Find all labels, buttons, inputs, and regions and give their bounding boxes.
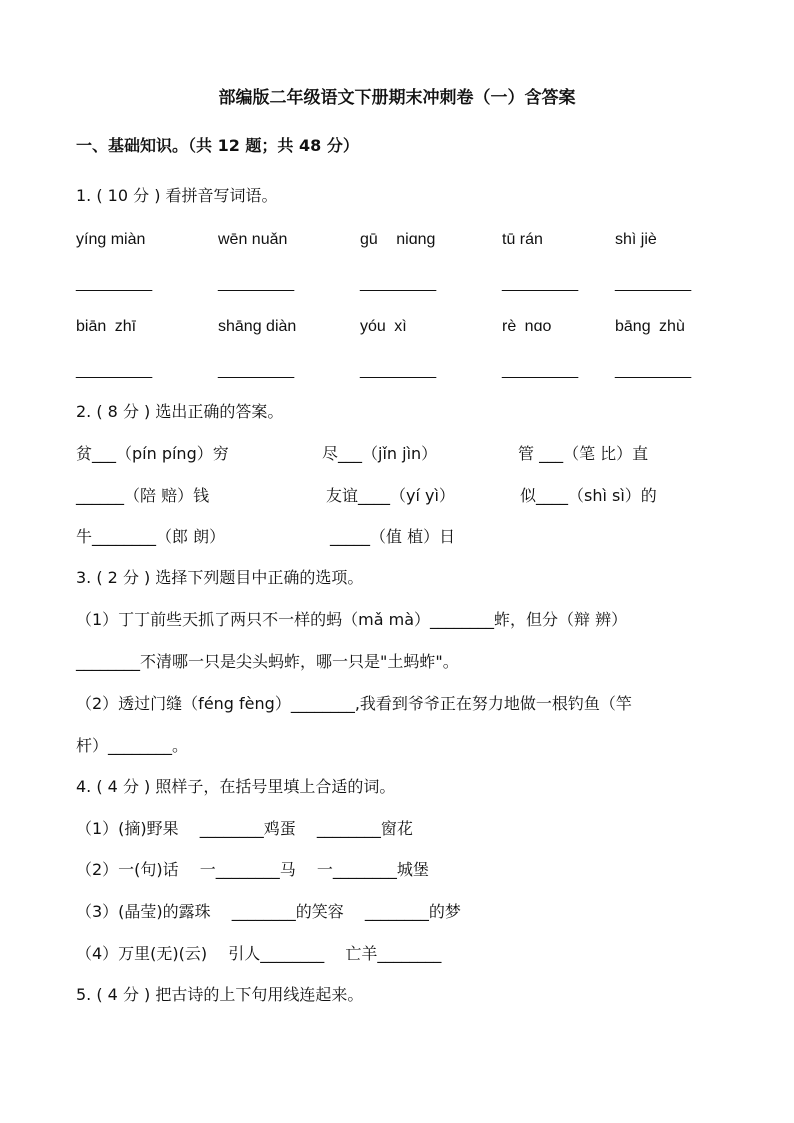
- answer-blank[interactable]: _________: [502, 275, 578, 292]
- question-2-header: 2. ( 8 分 ) 选出正确的答案。: [76, 402, 284, 421]
- question-4-header: 4. ( 4 分 ) 照样子，在括号里填上合适的词。: [76, 777, 396, 796]
- pinyin-item: yóu xì: [360, 318, 407, 335]
- choice-item: 贫___（pín píng）穷: [76, 444, 229, 463]
- choice-item: 管 ___（笔 比）直: [518, 444, 649, 463]
- question-4-line: （3）(晶莹)的露珠 ________的笑容 ________的梦: [76, 902, 461, 921]
- page-title: 部编版二年级语文下册期末冲刺卷（一）含答案: [218, 88, 576, 108]
- pinyin-item: biān zhī: [76, 318, 137, 335]
- pinyin-item: bāng zhù: [615, 318, 685, 335]
- choice-item: ______（陪 赔）钱: [76, 486, 210, 505]
- answer-blank[interactable]: _________: [502, 362, 578, 379]
- answer-blank[interactable]: _________: [76, 275, 152, 292]
- answer-blank[interactable]: _________: [218, 362, 294, 379]
- pinyin-item: tū rán: [502, 231, 543, 248]
- question-3-line: （1）丁丁前些天抓了两只不一样的蚂（mǎ mà）________蚱，但分（辩 辨）: [76, 610, 628, 629]
- choice-item: _____（值 植）日: [330, 527, 456, 546]
- question-4-line: （1）(摘)野果 ________鸡蛋 ________窗花: [76, 819, 413, 838]
- answer-blank[interactable]: _________: [360, 275, 436, 292]
- answer-blank[interactable]: _________: [615, 362, 691, 379]
- choice-item: 似____（shì sì）的: [520, 486, 657, 505]
- pinyin-item: rè nɑo: [502, 318, 552, 335]
- choice-item: 友谊____（yí yì）: [326, 486, 455, 505]
- choice-item: 牛________（郎 朗）: [76, 527, 226, 546]
- section-heading: 一、基础知识。（共 12 题；共 48 分）: [76, 136, 359, 155]
- question-1-header: 1. ( 10 分 ) 看拼音写词语。: [76, 186, 278, 205]
- pinyin-item: shì jiè: [615, 231, 657, 248]
- choice-item: 尽___（jǐn jìn）: [322, 444, 438, 463]
- question-4-line: （2）一(句)话 一________马 一________城堡: [76, 860, 429, 879]
- question-5-header: 5. ( 4 分 ) 把古诗的上下句用线连起来。: [76, 985, 364, 1004]
- answer-blank[interactable]: _________: [615, 275, 691, 292]
- answer-blank[interactable]: _________: [76, 362, 152, 379]
- answer-blank[interactable]: _________: [218, 275, 294, 292]
- question-3-line: ________不清哪一只是尖头蚂蚱，哪一只是"土蚂蚱"。: [76, 652, 459, 671]
- question-4-line: （4）万里(无)(云) 引人________ 亡羊________: [76, 944, 442, 963]
- pinyin-item: shāng diàn: [218, 318, 297, 335]
- pinyin-item: gū niɑng: [360, 231, 436, 248]
- answer-blank[interactable]: _________: [360, 362, 436, 379]
- question-3-line: （2）透过门缝（féng fèng）________,我看到爷爷正在努力地做一根钓鱼（竿: [76, 694, 632, 713]
- pinyin-item: wēn nuǎn: [218, 231, 288, 248]
- pinyin-item: yíng miàn: [76, 231, 146, 248]
- question-3-line: 杆）________。: [76, 736, 189, 755]
- question-3-header: 3. ( 2 分 ) 选择下列题目中正确的选项。: [76, 568, 364, 587]
